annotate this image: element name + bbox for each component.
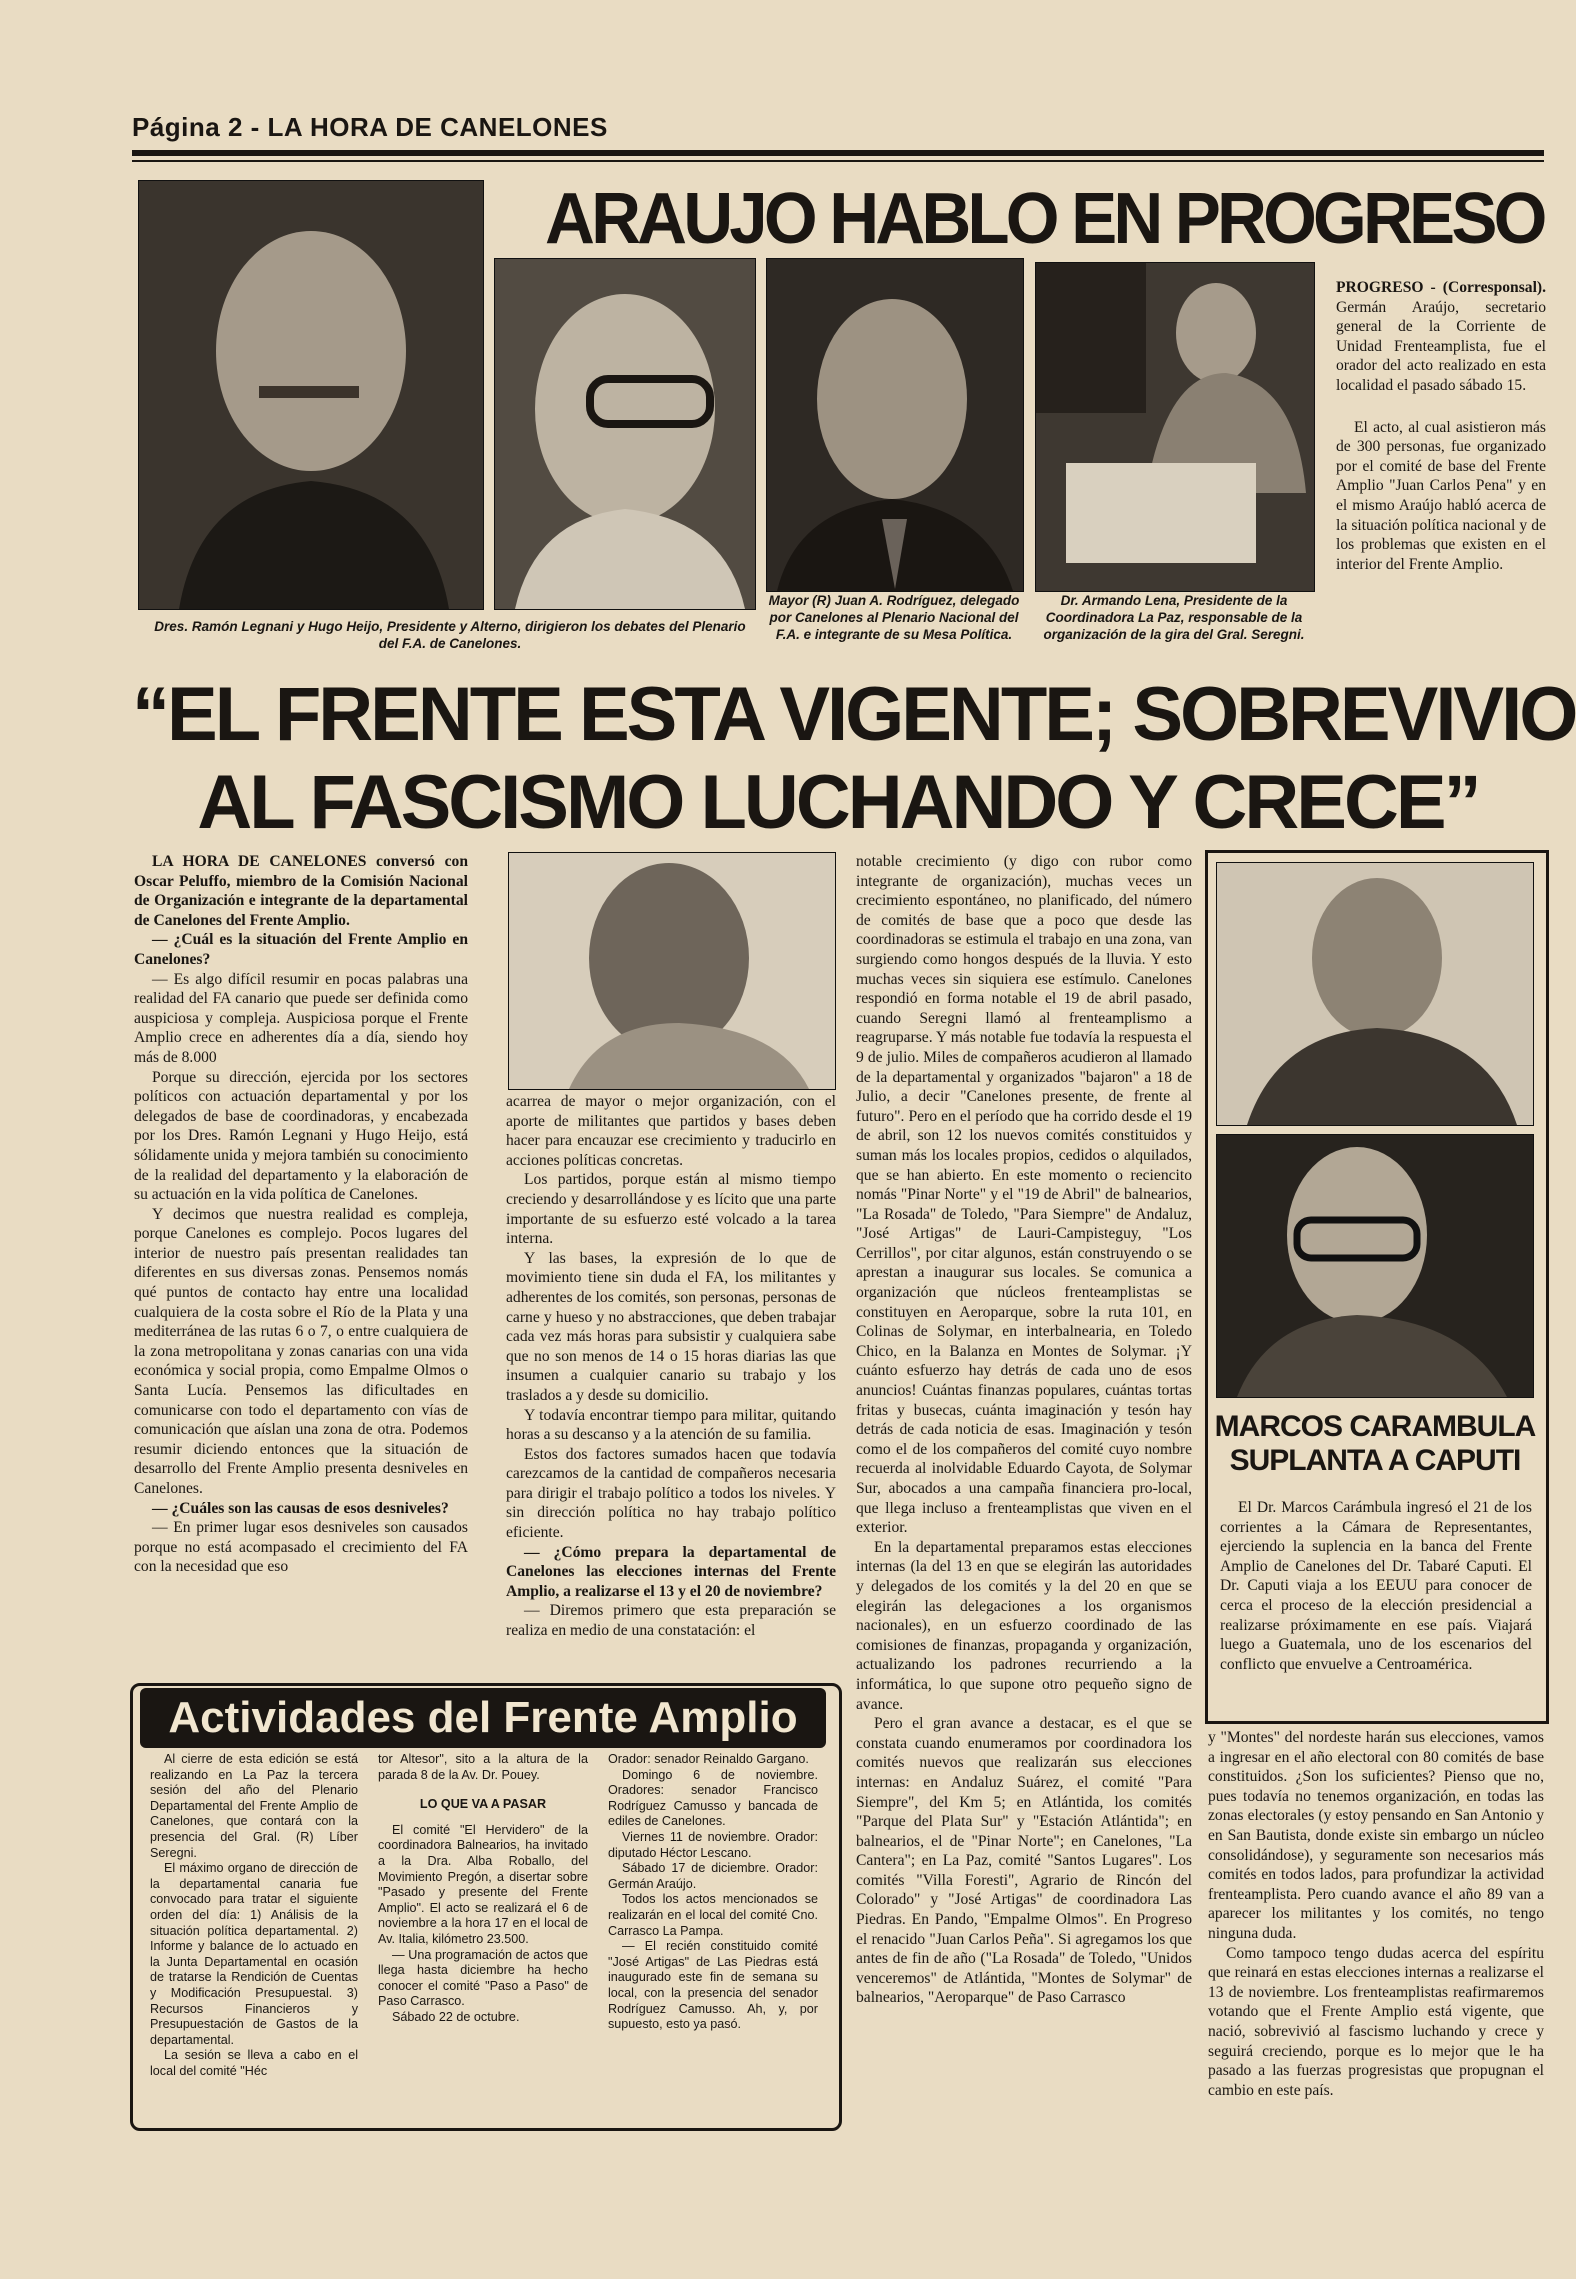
act-b3: — Una programación de actos que llega hasta diciembre ha hecho conocer el comité "Paso a Paso" de Paso Carrasco. — [378, 1947, 588, 2009]
carambula-text: El Dr. Marcos Carámbula ingresó el 21 de los corrientes a la Cámara de Representantes, ejerciendo la suplencia en la banca del Frente Amplio de Canelones del Dr. Tabaré Caputi. El Dr. Caputi viaja a los EEUU para conocer de cerca el proceso de la elección presidencial a realizarse próximamente en ese país. Viajará luego a Guatemala, uno de los escenarios del conflicto que envuelve a Centroamérica. — [1220, 1499, 1532, 1673]
act-a2: El máximo organo de dirección de la departamental canaria fue convocado para tratar el siguiente orden del día: 1) Análisis de la situación política departamental. 2) Informe y balance de lo actuado en la Junta Departamental en ocasión de tratarse la Rendición de Cuentas y Modificación Presupuestal. 3) Recursos Financieros y Presupuestación de Gastos de la departamental. — [150, 1861, 358, 2047]
act-c6: — El recién constituido comité "José Artigas" de Las Piedras está inaugurado este fin de semana su local, con la presencia del senador Rodríguez Camusso. Ah, y, por supuesto, esto ya pasó. — [608, 1939, 818, 2032]
act-c2: Domingo 6 de noviembre. Oradores: senador Francisco Rodríguez Camusso y bancada de ediles de Canelones. — [608, 1767, 818, 1829]
progreso-p2: El acto, al cual asistieron más de 300 personas, fue organizado por el comité de base del Frente Amplio "Juan Carlos Pena" y en el mismo Araújo habló acerca de la situación política nacional y de los problemas que existen en el interior del Frente Amplio. — [1336, 418, 1546, 573]
act-a1: Al cierre de esta edición se está realizando en La Paz la tercera sesión del año del Plenario Departamental del Frente Amplio de Canelones, que contará con la presencia del Gral. (R) Líber Seregni. — [150, 1752, 358, 1860]
col1-p1: — Es algo difícil resumir en pocas palabras una realidad del FA canario que puede ser definida como auspiciosa y compleja. Auspiciosa porque el Frente Amplio crece en adherentes día a día, siendo hoy más de 8.000 — [134, 970, 468, 1066]
act-c1: Orador: senador Reinaldo Gargano. — [608, 1752, 809, 1766]
photo-heijo — [494, 258, 756, 610]
actividades-col3 — [608, 1752, 818, 2033]
interview-col2 — [506, 1092, 836, 1641]
col3-p2: En la departamental preparamos estas elecciones internas (la del 13 en que se elegirán las autoridades y delegados de los comités y la del 20 en que se elegirán las delegaciones a los organismos nacionales), en un esfuerzo coordinado de las comisiones de finanzas, propaganda y organización, actualizando los padrones recurriendo a la informática, lo que supone otro pequeño signo de avance. — [856, 1538, 1192, 1713]
actividades-col1 — [150, 1752, 358, 2079]
header-rule-thin — [132, 160, 1544, 162]
act-b1: tor Altesor", sito a la altura de la parada 8 de la Av. Dr. Pouey. — [378, 1752, 588, 1782]
col2-p3: Y las bases, la expresión de lo que de movimiento tiene sin duda el FA, los militantes y adherentes de los comités, son personas, personas de carne y hueso y no abstracciones, que deben trabajar cada vez más horas para subsistir y cualquiera sabe que no son menos de 14 o 15 horas diarias las que insumen a cualquier canario su trabajo y los traslados a y desde su domicilio. — [506, 1249, 836, 1404]
caption-rodriguez: Mayor (R) Juan A. Rodríguez, delegado por Canelones al Plenario Nacional del F.A. e integrante de su Mesa Política. — [768, 593, 1020, 642]
page-folio: Página 2 - LA HORA DE CANELONES — [132, 112, 608, 142]
carambula-headline-line2: SUPLANTA A CAPUTI — [1229, 1444, 1521, 1477]
col2-p4: Y todavía encontrar tiempo para militar, quitando horas a su descanso y a la atención de su familia. — [506, 1406, 836, 1444]
photo-legnani — [138, 180, 484, 610]
col1-p2: Porque su dirección, ejercida por los sectores políticos con actuación departamental y por los delegados de base de coordinadoras, y encabezada por los Dres. Ramón Legnani y Hugo Heijo, está sólidamente unida y mejora también su conocimiento de la realidad del departamento y la elaboración de su actuación en la vida política de Canelones. — [134, 1068, 468, 1204]
interview-col4 — [1208, 1728, 1544, 2100]
progreso-p1: Germán Araújo, secretario general de la Corriente de Unidad Frenteamplista, fue el orador del acto realizado en esta localidad el pasado sábado 15. — [1336, 298, 1546, 394]
headline-araujo: ARAUJO HABLO EN PROGRESO — [545, 179, 1544, 259]
question-2: — ¿Cuáles son las causas de esos desniveles? — [152, 1499, 449, 1517]
header-rule — [132, 150, 1544, 156]
photo-rodriguez — [766, 258, 1024, 592]
col2-p6: — Diremos primero que esta preparación se realiza en medio de una constatación: el — [506, 1602, 836, 1640]
interview-lead: LA HORA DE CANELONES conversó con Oscar Peluffo, miembro de la Comisión Nacional de Organización e integrante de la departamental de Canelones del Frente Amplio. — [134, 853, 468, 929]
photo-caputi — [1216, 1134, 1534, 1398]
col3-p3: Pero el gran avance a destacar, es el que se constata cuando enumeramos por coordinadora los comités nuevos que realizarán sus elecciones internas: en Andaluz Suárez, el comité "Para Siempre", del Km 5; en Atlántida, los comités "Parque del Plata Sur" y "Estación Atlántida"; en balnearios, el de "Pinar Norte"; en Canelones, "La Cantera"; en La Paz, comité "Santos Lugares". Los comités "Villa Foresti", Agrario de Rincón del Colorado" y "José Artigas" de coordinadora Las Piedras. En Pando, "Empalme Olmos". En Progreso el renacido "Juan Carlos Peña". Si agregamos los que antes de fin de año ("La Rosada" de Toledo, "Unidos venceremos" de Atlántida, "Montes de Solymar" de balnearios, "Aeroparque" de Paso Carrasco — [856, 1715, 1192, 2007]
act-c5: Todos los actos mencionados se realizarán en el local del comité Cno. Carrasco La Pampa. — [608, 1892, 818, 1938]
actividades-col2 — [378, 1752, 588, 2026]
col2-p5: Estos dos factores sumados hacen que todavía carezcamos de la cantidad de compañeros necesaria para dirigir el trabajo político a todos los niveles. Y sin dirección política no hay trabajo político eficiente. — [506, 1445, 836, 1542]
col1-p3: Y decimos que nuestra realidad es compleja, porque Canelones es complejo. Pocos lugares del interior de nuestro país presentan realidades tan diferentes en sus diversas zonas. Pensemos nomás qué puntos de contacto hay entre una localidad cualquiera de la costa sobre el Río de la Plata y una mediterránea de las rutas 6 o 7, o entre cualquiera de la zona metropolitana y zonas canarias con una vida económica y social propia, como Empalme Olmos o Santa Lucía. Pensemos las dificultades en comunicarse con todo el departamento con vías de comunicación que aíslan una zona de otra. Podemos resumir diciendo entonces que la situación de desarrollo del Frente Amplio presenta desniveles en Canelones. — [134, 1205, 468, 1497]
interview-col3 — [856, 852, 1192, 2008]
question-1: — ¿Cuál es la situación del Frente Amplio en Canelones? — [134, 931, 468, 968]
main-headline-line2: AL FASCISMO LUCHANDO Y CRECE” — [197, 760, 1479, 845]
caption-legnani-heijo: Dres. Ramón Legnani y Hugo Heijo, Presidente y Alterno, dirigieron los debates del Plenario del F.A. de Canelones. — [154, 619, 746, 651]
actividades-title: Actividades del Frente Amplio — [140, 1688, 826, 1748]
main-headline-line1: “EL FRENTE ESTA VIGENTE; SOBREVIVIO — [132, 672, 1576, 757]
carambula-headline — [1212, 1410, 1538, 1478]
act-subheading: LO QUE VA A PASAR — [419, 1797, 547, 1812]
act-c3: Viernes 11 de noviembre. Orador: diputado Héctor Lescano. — [608, 1829, 818, 1860]
photo-lena — [1035, 262, 1315, 592]
carambula-article — [1220, 1498, 1532, 1674]
col2-p2: Los partidos, porque están al mismo tiempo creciendo y desarrollándose y es lícito que una parte importante de su esfuerzo esté volcado a la tarea interna. — [506, 1171, 836, 1248]
caption-lena: Dr. Armando Lena, Presidente de la Coordinadora La Paz, responsable de la organización de la gira del Gral. Seregni. — [1043, 593, 1305, 642]
carambula-headline-line1: MARCOS CARAMBULA — [1214, 1410, 1536, 1443]
col1-p4: — En primer lugar esos desniveles son causados porque no está acompasado el crecimiento del FA con la necesidad que eso — [134, 1519, 468, 1576]
photo-peluffo — [508, 852, 836, 1090]
act-c4: Sábado 17 de diciembre. Orador: Germán Araújo. — [608, 1861, 818, 1891]
act-b2: El comité "El Hervidero" de la coordinadora Balnearios, ha invitado a la Dra. Alba Roballo, del Movimiento Pregón, a disertar sobre "Pasado y presente del Frente Amplio". El acto se realizará el 6 de noviembre a la hora 17 en el local de Av. Italia, kilómetro 23.500. — [378, 1822, 588, 1946]
act-a3: La sesión se lleva a cabo en el local del comité "Héc — [150, 2048, 358, 2078]
act-b4: Sábado 22 de octubre. — [392, 2009, 520, 2024]
photo-carambula — [1216, 862, 1534, 1126]
progreso-lead: PROGRESO - (Corresponsal). — [1336, 279, 1546, 296]
interview-col1 — [134, 852, 468, 1577]
col3-p1: notable crecimiento (y digo con rubor como integrante de organización), muchas veces un crecimiento espontáneo, no planificado, del número de comités de base que a poco que desde las coordinadoras se estimula el trabajo en una zona, van surgiendo como hongos después de la lluvia. Y esto muchas veces sin siquiera ese estímulo. Canelones respondió en forma notable el 19 de abril pasado, cuando Seregni llamó al frenteamplismo a reagruparse. Y más notable fue todavía la respuesta el 9 de julio. Miles de compañeros acudieron al llamado de la departamental y organizados "bajaron" a 18 de Julio, a decir "Canelones presente, de frente al futuro". Pero en el período que ha corrido desde el 19 de abril, son 12 los nuevos comités constituidos y suman más los locales propios, cedidos o alquilados, que se han abierto. En este momento o reciencito nomás "Pinar Norte" y el "19 de Abril" de balnearios, "La Rosada" de Toledo, "Para Siempre" de Andaluz, "José Artigas" de Lauri-Campisteguy, "Los Cerrillos", por citar algunos, están construyendo o se aprestan a inaugurar sus locales. Se comunica a organización que núcleos frenteamplistas se constituyen en Aeroparque, sobre la ruta 101, en Colinas de Solymar, en interbalnearia, en Toledo Chico, en la Balanza en Montes de Solymar. ¡Y cuánto esfuerzo hay detrás de cada uno de esos anuncios! Cuántas finanzas populares, cuántas tortas fritas y busecas, cuánta imaginación y tesón hay detrás de cada noticia de esas. Imaginación y tesón como el de los compañeros del comité cuyo nombre recuerda al inolvidable Eduardo Cayota, de Solymar Sur, abocados a una campaña financiera pro-local, que llega incluso a frenteamplistas que viven en el exterior. — [856, 853, 1192, 1537]
col4-p2: Como tampoco tengo dudas acerca del espíritu que reinará en estas elecciones internas a realizarse el 13 de noviembre. Los frenteamplistas reafirmaremos votando que el Frente Amplio está vigente, que nació, sobrevivió al fascismo luchando y crece y seguirá creciendo, porque es lo mejor que le ha pasado a las fuerzas progresistas que propugnan el cambio en este país. — [1208, 1944, 1544, 2099]
col2-p1: acarrea de mayor o mejor organización, con el aporte de militantes que partidos y bases deben hacer para encauzar ese crecimiento y traducirlo en acciones políticas concretas. — [506, 1093, 836, 1169]
question-3: — ¿Cómo prepara la departamental de Canelones las elecciones internas del Frente Amplio, a realizarse el 13 y el 20 de noviembre? — [506, 1543, 836, 1600]
progreso-article — [1336, 278, 1546, 574]
col4-p1: y "Montes" del nordeste harán sus elecciones, vamos a ingresar en el año electoral con 80 comités de base constituidos. ¿Son los suficientes? Pienso que no, pues todavía no tenemos organización, en todas las zonas electorales (y estoy pensando en San Antonio y en San Bautista, donde existe sin embargo un núcleo consolidándose), y seguramente son necesarios más comités en todos lados, para profundizar la actividad frenteamplista. Pero cuando avance el año 89 van a aparecer los militantes y los comités, no tengo ninguna duda. — [1208, 1729, 1544, 1942]
